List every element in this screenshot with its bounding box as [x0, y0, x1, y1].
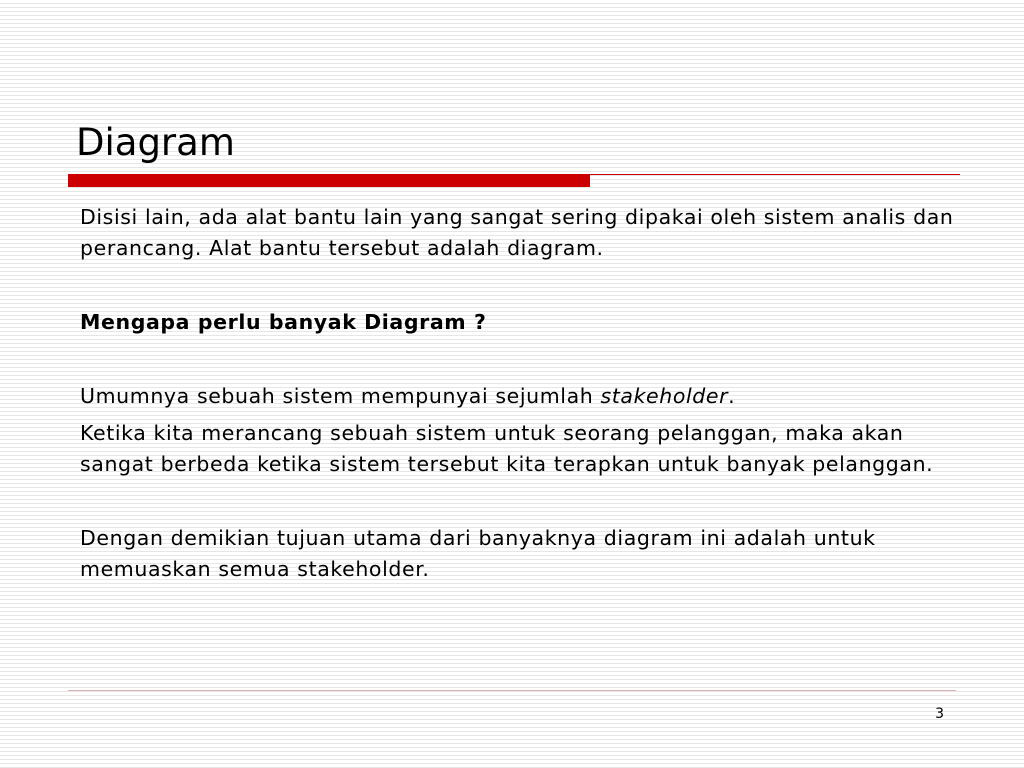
- paragraph-intro: Disisi lain, ada alat bantu lain yang sangat sering dipakai oleh sistem analis dan perancang. Alat bantu tersebut adalah diagram.: [80, 205, 954, 260]
- paragraph-stakeholder-italic: stakeholder: [600, 384, 729, 408]
- paragraph-question: Mengapa perlu banyak Diagram ?: [80, 310, 487, 334]
- paragraph-stakeholder-text: Umumnya sebuah sistem mempunyai sejumlah: [80, 384, 601, 408]
- slide-body: [80, 202, 960, 585]
- paragraph-stakeholder: [80, 381, 960, 412]
- title-underline-thick: [68, 175, 590, 187]
- footer-divider: [68, 690, 956, 691]
- page-number: 3: [935, 706, 944, 722]
- paragraph-customer: Ketika kita merancang sebuah sistem untuk seorang pelanggan, maka akan sangat berbeda ketika sistem tersebut kita terapkan untuk banyak pelanggan.: [80, 421, 934, 476]
- slide-title: Diagram: [76, 121, 235, 164]
- paragraph-stakeholder-end: .: [728, 384, 736, 408]
- paragraph-conclusion: Dengan demikian tujuan utama dari banyaknya diagram ini adalah untuk memuaskan semua stakeholder.: [80, 526, 876, 581]
